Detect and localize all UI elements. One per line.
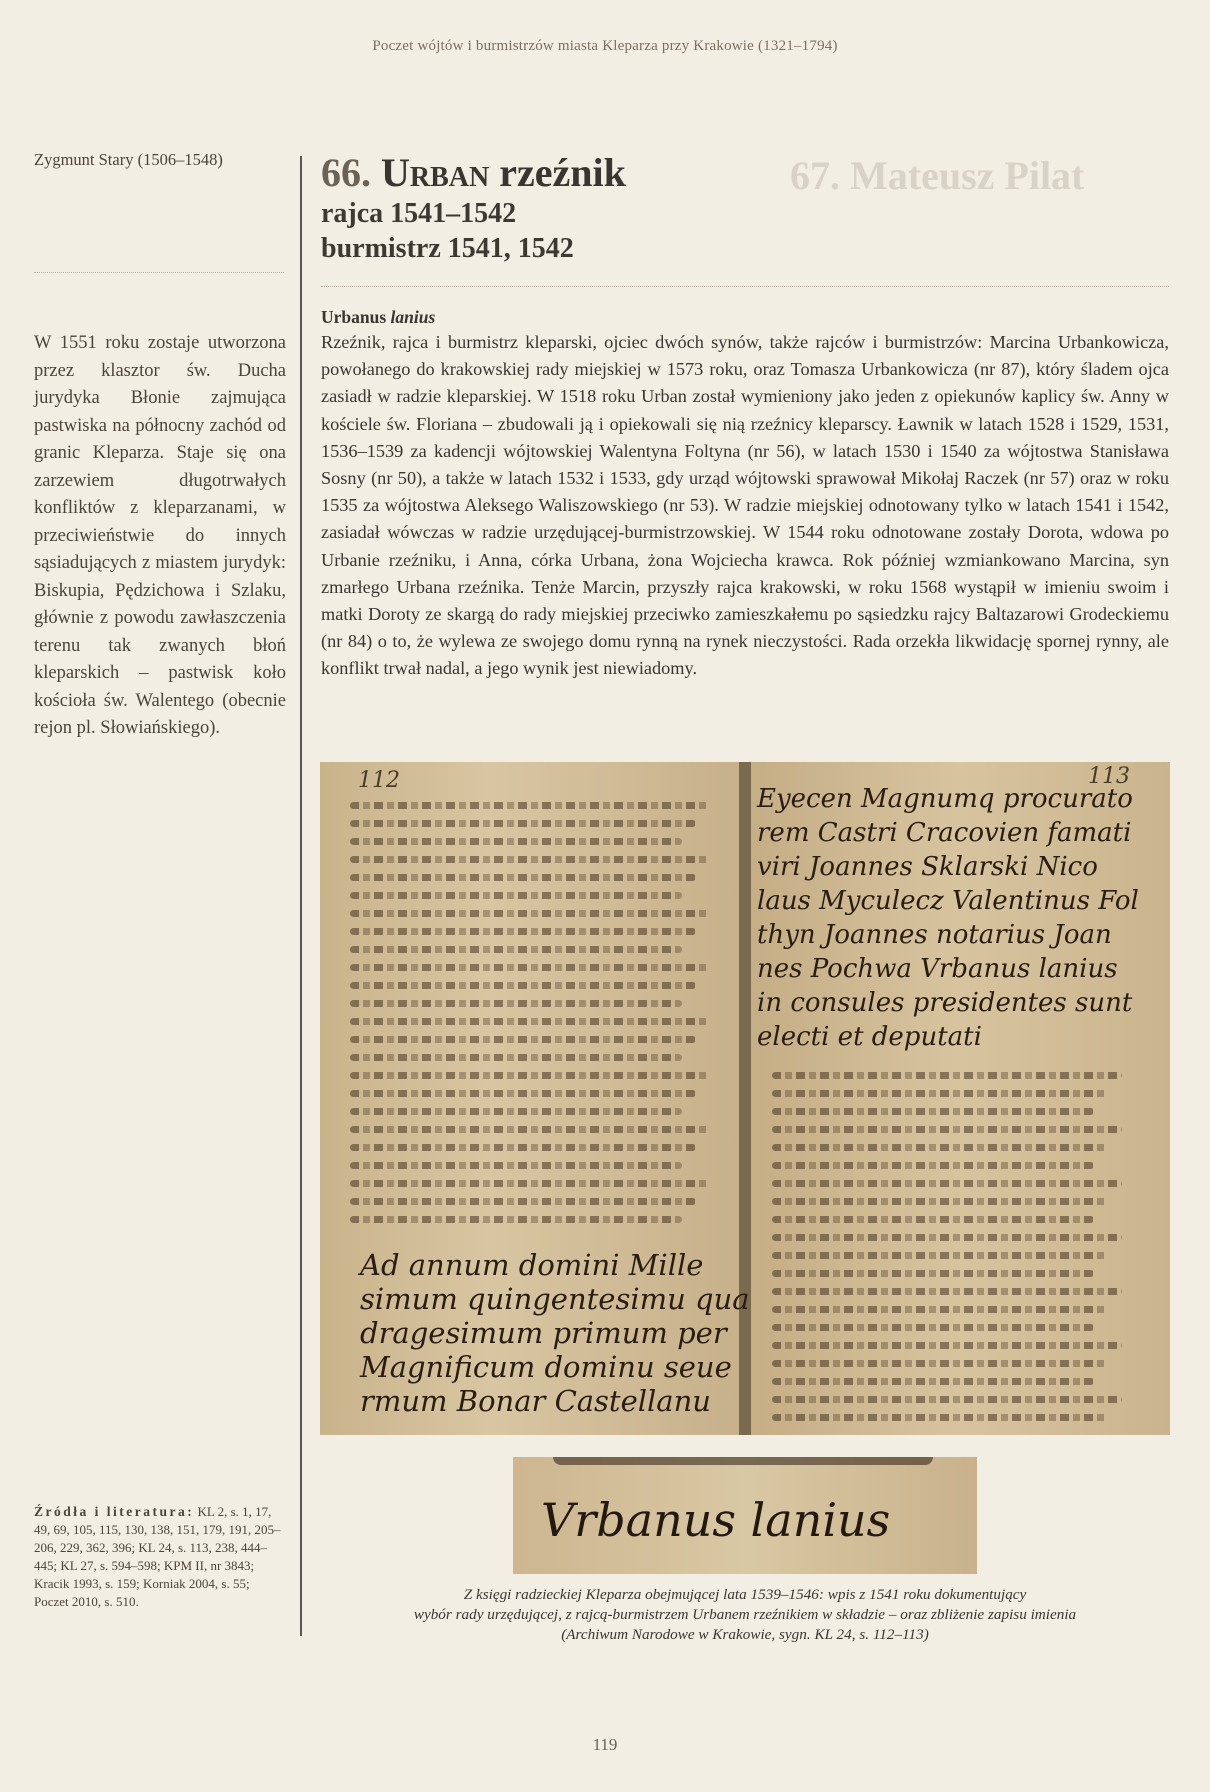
handwriting-line	[350, 982, 696, 989]
handwriting-line	[772, 1144, 1108, 1151]
handwriting-line	[772, 1396, 1122, 1403]
script-left-5: rmum Bonar Castellanu	[360, 1384, 711, 1418]
entry-divider	[321, 286, 1169, 287]
caption-line-3: (Archiwum Narodowe w Krakowie, sygn. KL 24, s. 112–113)	[561, 1626, 929, 1643]
biography: Rzeźnik, rajca i burmistrz kleparski, ojciec dwóch synów, także rajców i burmistrzów: Marcina Urbankowicza, powołanego do krakowskiej rady miejskiej w 1573 roku, oraz Tomasza Urbankowicza (nr 87), który śladem ojca zasiadł w radzie kleparskiej. W 1518 roku Urban został wymieniony jako jeden z opiekunów kaplicy św. Anny w kościele św. Floriana – zbudowali ją i opiekowali się nią rzeźnicy kleparscy. Ławnik w latach 1528 i 1529, 1531, 1536–1539 za kadencji wójtowskiej Walentyna Foltyna (nr 56), w latach 1530 i 1540 za wójtostwa Stanisława Sosny (nr 50), a także w latach 1532 i 1533, gdy urząd wójtowski sprawował Mikołaj Raczek (nr 57) oraz w roku 1535 za wójtostwa Aleksego Waliszowskiego (nr 53). W radzie miejskiej odnotowany tylko w latach 1541 i 1542, zasiadał wówczas w radzie urzędującej-burmistrzowskiej. W 1544 roku odnotowane zostały Dorota, wdowa po Urbanie rzeźniku, i Anna, córka Urbana, żona Wojciecha krawca. Rok później wzmiankowano Marcina, syn zmarłego Urbana rzeźnika. Tenże Marcin, przyszły rajca krakowski, w roku 1568 wystąpił w imieniu swoim i matki Doroty ze skargą do rady miejskiej przeciwko zamieszkałemu po sąsiedzku rajcy Baltazarowi Grodeckiemu (nr 84) o to, że wylewa ze swojego domu rynną na rynek nieczystości. Rada orzekła likwidację spornej rynny, ale konflikt trwał nadal, a jego wynik jest niewiadomy.	[321, 332, 1169, 679]
office-rajca: rajca 1541–1542	[321, 198, 517, 229]
handwriting-line	[772, 1072, 1122, 1079]
handwriting-line	[772, 1414, 1108, 1421]
handwriting-line	[350, 1090, 696, 1097]
script-left-1: Ad annum domini Mille	[360, 1248, 704, 1282]
side-note: W 1551 roku zostaje utworzona przez klasztor św. Ducha jurydyka Błonie zajmująca pastwiska na północny zachód od granic Kleparza. Staje się ona zarzewiem długotrwałych konfliktów z kleparzanami, w przeciwieństwie do innych sąsiadujących z miastem jurydyk: Biskupia, Pędzichowa i Szlaku, głównie z powodu zawłaszczenia terenu tak zwanych błoń kleparskich – pastwisk koło kościoła św. Walentego (obecnie rejon pl. Słowiańskiego).	[34, 333, 286, 738]
detail-ink-above	[553, 1457, 933, 1465]
page-number: 119	[592, 1735, 618, 1754]
latin-name-italic: lanius	[390, 307, 436, 327]
handwriting-line	[772, 1288, 1122, 1295]
entry-name-rest: rzeźnik	[499, 150, 626, 195]
folio-left: 112	[358, 768, 400, 793]
script-right-6: nes Pochwa Vrbanus lanius	[757, 954, 1118, 984]
handwriting-line	[350, 1126, 710, 1133]
handwriting-line	[772, 1306, 1108, 1313]
handwriting-line	[350, 838, 682, 845]
latin-name-label: Urbanus	[321, 307, 387, 327]
handwriting-line	[772, 1342, 1122, 1349]
handwriting-line	[350, 1054, 682, 1061]
handwriting-line	[772, 1378, 1094, 1385]
handwriting-line	[772, 1252, 1108, 1259]
handwriting-line	[350, 820, 696, 827]
handwriting-line	[350, 802, 710, 809]
handwriting-line	[772, 1162, 1094, 1169]
handwriting-line	[772, 1090, 1108, 1097]
handwriting-line	[772, 1126, 1122, 1133]
entry-name: Urban	[381, 150, 490, 195]
handwriting-line	[350, 1162, 682, 1169]
handwriting-line	[350, 874, 696, 881]
handwriting-line	[350, 910, 710, 917]
script-left-3: dragesimum primum per	[360, 1316, 727, 1350]
handwriting-line	[772, 1198, 1108, 1205]
handwriting-line	[772, 1180, 1122, 1187]
handwriting-line	[350, 1036, 696, 1043]
detail-image	[513, 1457, 977, 1574]
caption-line-1: Z księgi radzieckiej Kleparza obejmującej lata 1539–1546: wpis z 1541 roku dokumentujący	[463, 1586, 1027, 1603]
folio-right: 113	[1088, 764, 1130, 789]
entry	[321, 150, 1169, 683]
script-right-3: viri Joannes Sklarski Nico	[757, 852, 1098, 882]
office-burmistrz: burmistrz 1541, 1542	[321, 233, 574, 264]
handwriting-line	[350, 892, 682, 899]
manuscript-image	[320, 762, 1170, 1435]
sidebar	[34, 150, 284, 273]
script-right-8: electi et deputati	[757, 1022, 982, 1052]
handwriting-line	[350, 964, 710, 971]
handwriting-line	[350, 1072, 710, 1079]
script-right-1: Eyecen Magnumq procurato	[757, 784, 1133, 814]
sources	[34, 1503, 286, 1611]
script-left-2: simum quingentesimu qua	[360, 1282, 750, 1316]
handwriting-line	[350, 856, 710, 863]
handwriting-line	[772, 1108, 1094, 1115]
handwriting-line	[772, 1216, 1094, 1223]
handwriting-line	[350, 1108, 682, 1115]
script-right-2: rem Castri Cracovien famati	[757, 818, 1132, 848]
sources-text: KL 2, s. 1, 17, 49, 69, 105, 115, 130, 138, 151, 179, 191, 205–206, 229, 362, 396; KL 24, s. 113, 238, 444–445; KL 27, s. 594–598; KPM II, nr 3843; Kracik 1993, s. 159; Korniak 2004, s. 55; Poczet 2010, s. 510.	[34, 1504, 281, 1609]
handwriting-line	[350, 1216, 682, 1223]
handwriting-line	[772, 1234, 1122, 1241]
show-through-text: 67. Mateusz Pilat	[790, 153, 1085, 198]
handwriting-line	[350, 1180, 710, 1187]
manuscript-gutter	[739, 762, 751, 1435]
handwriting-line	[350, 1144, 696, 1151]
script-right-4: laus Myculecz Valentinus Fol	[757, 886, 1139, 916]
handwriting-line	[350, 1198, 696, 1205]
figure-caption	[330, 1585, 1160, 1645]
sidebar-divider	[34, 272, 284, 273]
running-head: Poczet wójtów i burmistrzów miasta Kleparza przy Krakowie (1321–1794)	[372, 38, 838, 54]
sources-label: Źródła i literatura:	[34, 1504, 195, 1519]
reign-label: Zygmunt Stary (1506–1548)	[34, 150, 223, 169]
latin-name	[321, 307, 1169, 328]
script-right-7: in consules presidentes sunt	[757, 988, 1133, 1018]
handwriting-line	[772, 1360, 1108, 1367]
detail-text: Vrbanus lanius	[541, 1493, 891, 1547]
handwriting-line	[350, 1000, 682, 1007]
handwriting-line	[772, 1270, 1094, 1277]
handwriting-line	[350, 928, 696, 935]
column-divider	[300, 156, 302, 1636]
handwriting-line	[350, 1018, 710, 1025]
handwriting-line	[772, 1324, 1094, 1331]
entry-title	[321, 150, 1169, 196]
script-right-5: thyn Joannes notarius Joan	[757, 920, 1112, 950]
handwriting-line	[350, 946, 682, 953]
script-left-4: Magnificum dominu seue	[360, 1350, 732, 1384]
caption-line-2: wybór rady urzędującej, z rajcą-burmistrzem Urbanem rzeźnikiem w składzie – oraz zbliżenie zapisu imienia	[413, 1606, 1077, 1623]
entry-number: 66.	[321, 150, 371, 195]
